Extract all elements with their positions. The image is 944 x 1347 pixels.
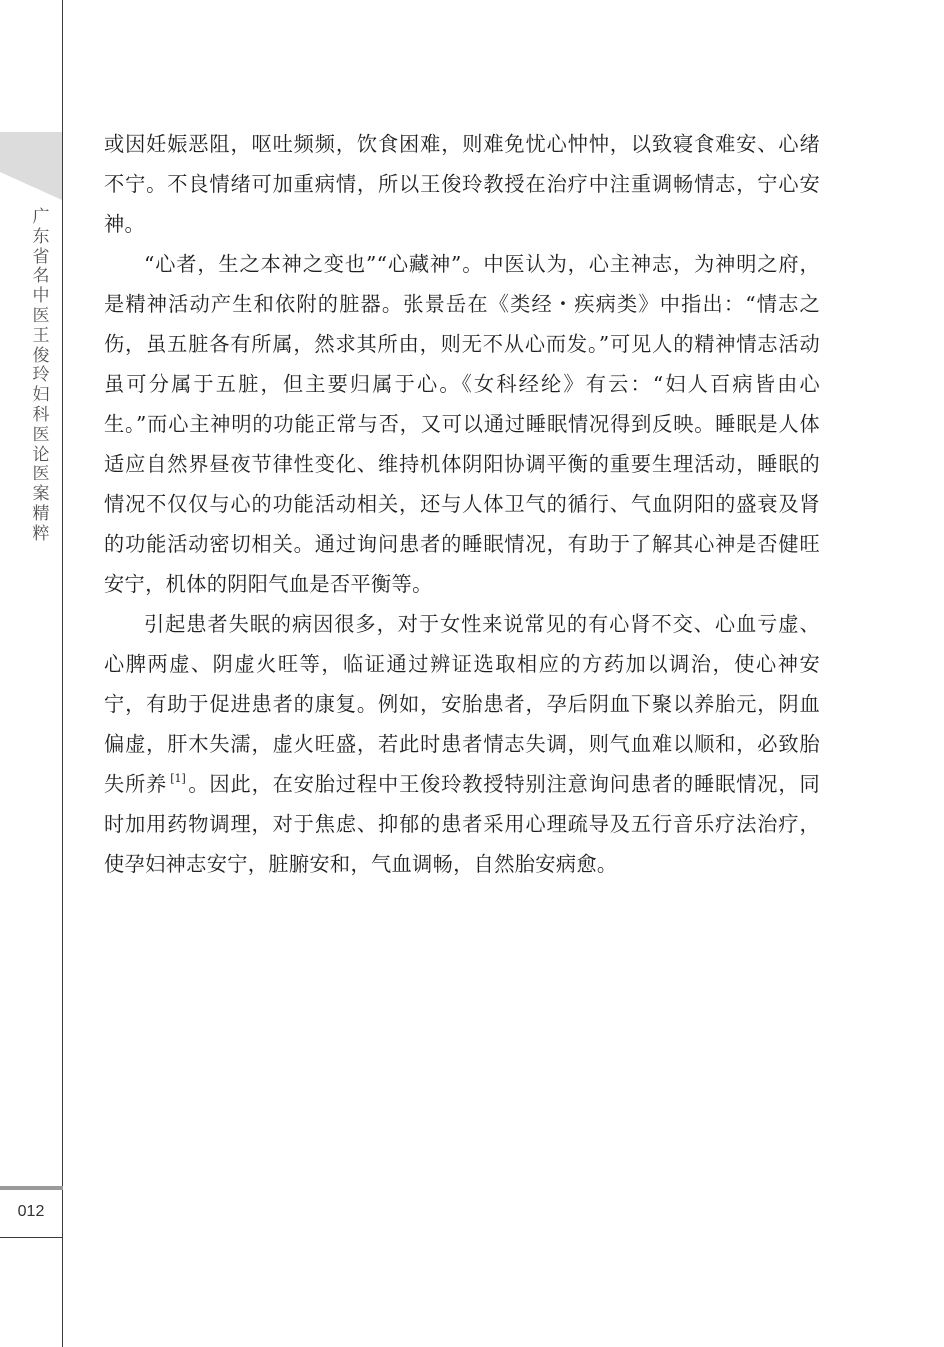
folio-rule	[0, 1237, 63, 1238]
reference-note[interactable]: [1]	[170, 772, 186, 785]
chapter-tab	[0, 132, 62, 200]
paragraph-text: 引起患者失眠的病因很多，对于女性来说常见的有心肾不交、心血亏虚、心脾两虚、阴虚火旺等，临证通过辨证选取相应的方药加以调治，使心神安宁，有助于促进患者的康复。例如，安胎患者，孕后阴血下聚以养胎元，阴血偏虚，肝木失濡，虚火旺盛，若此时患者情志失调，则气血难以顺和，必致胎失所养	[104, 612, 820, 796]
paragraph	[104, 604, 820, 884]
margin-rule	[62, 0, 63, 1347]
paragraph: “心者，生之本神之变也”“心藏神”。中医认为，心主神志，为神明之府，是精神活动产生和依附的脏器。张景岳在《类经・疾病类》中指出：“情志之伤，虽五脏各有所属，然求其所由，则无不从心而发。”可见人的精神情志活动虽可分属于五脏，但主要归属于心。《女科经纶》有云：“妇人百病皆由心生。”而心主神明的功能正常与否，又可以通过睡眠情况得到反映。睡眠是人体适应自然界昼夜节律性变化、维持机体阴阳协调平衡的重要生理活动，睡眠的情况不仅仅与心的功能活动相关，还与人体卫气的循行、气血阴阳的盛衰及肾的功能活动密切相关。通过询问患者的睡眠情况，有助于了解其心神是否健旺安宁，机体的阴阳气血是否平衡等。	[104, 252, 820, 596]
paragraph-text: 。因此，在安胎过程中王俊玲教授特别注意询问患者的睡眠情况，同时加用药物调理，对于焦虑、抑郁的患者采用心理疏导及五行音乐疗法治疗，使孕妇神志安宁，脏腑安和，气血调畅，自然胎安病愈。	[104, 772, 820, 876]
paragraph: 或因妊娠恶阻，呕吐频频，饮食困难，则难免忧心忡忡，以致寝食难安、心绪不宁。不良情绪可加重病情，所以王俊玲教授在治疗中注重调畅情志，宁心安神。	[104, 132, 820, 236]
body-text	[104, 124, 820, 884]
running-title: 广东省名中医王俊玲妇科医论医案精粹	[32, 207, 50, 544]
page-number: 012	[17, 1203, 45, 1220]
folio-bar	[0, 1186, 63, 1190]
